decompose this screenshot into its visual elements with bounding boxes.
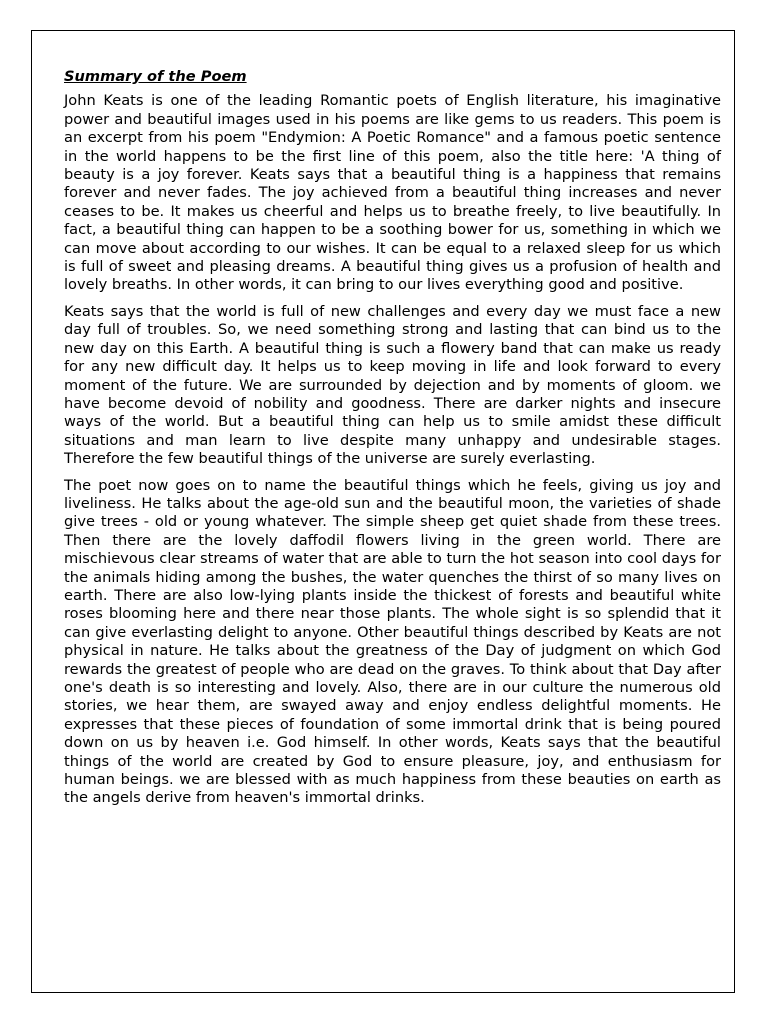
document-title: Summary of the Poem [64, 68, 247, 85]
paragraph-2: Keats says that the world is full of new challenges and every day we must face a new day full of troubles. So, we need something strong and lasting that can bind us to the new day on this Earth. A beautiful thing is such a flowery band that can make us ready for any new difficult day. It helps us to keep moving in life and look forward to every moment of the future. We are surrounded by dejection and by moments of gloom. we have become devoid of nobility and goodness. There are darker nights and insecure ways of the world. But a beautiful thing can help us to smile amidst these difficult situations and man learn to live despite many unhappy and undesirable stages. Therefore the few beautiful things of the universe are surely everlasting. [64, 302, 721, 468]
paragraph-1: John Keats is one of the leading Romantic poets of English literature, his imaginative power and beautiful images used in his poems are like gems to us readers. This poem is an excerpt from his poem "Endymion: A Poetic Romance" and a famous poetic sentence in the world happens to be the first line of this poem, also the title here: 'A thing of beauty is a joy forever. Keats says that a beautiful thing is a happiness that remains forever and never fades. The joy achieved from a beautiful thing increases and never ceases to be. It makes us cheerful and helps us to breathe freely, to live beautifully. In fact, a beautiful thing can happen to be a soothing bower for us, something in which we can move about according to our wishes. It can be equal to a relaxed sleep for us which is full of sweet and pleasing dreams. A beautiful thing gives us a profusion of health and lovely breaths. In other words, it can bring to our lives everything good and positive. [64, 92, 721, 294]
paragraph-3: The poet now goes on to name the beautiful things which he feels, giving us joy and liveliness. He talks about the age-old sun and the beautiful moon, the varieties of shade give trees - old or young whatever. The simple sheep get quiet shade from these trees. Then there are the lovely daffodil flowers living in the green world. There are mischievous clear streams of water that are able to turn the hot season into cool days for the animals hiding among the bushes, the water quenches the thirst of so many lives on earth. There are also low-lying plants inside the thickest of forests and beautiful white roses blooming here and there near those plants. The whole sight is so splendid that it can give everlasting delight to anyone. Other beautiful things described by Keats are not physical in nature. He talks about the greatness of the Day of judgment on which God rewards the greatest of people who are dead on the graves. To think about that Day after one's death is so interesting and lovely. Also, there are in our culture the numerous old stories, we hear them, are swayed away and enjoy endless delightful moments. He expresses that these pieces of foundation of some immortal drink that is being poured down on us by heaven i.e. God himself. In other words, Keats says that the beautiful things of the world are created by God to ensure pleasure, joy, and enthusiasm for human beings. we are blessed with as much happiness from these beauties on earth as the angels derive from heaven's immortal drinks. [64, 476, 721, 807]
document-body [64, 68, 721, 816]
